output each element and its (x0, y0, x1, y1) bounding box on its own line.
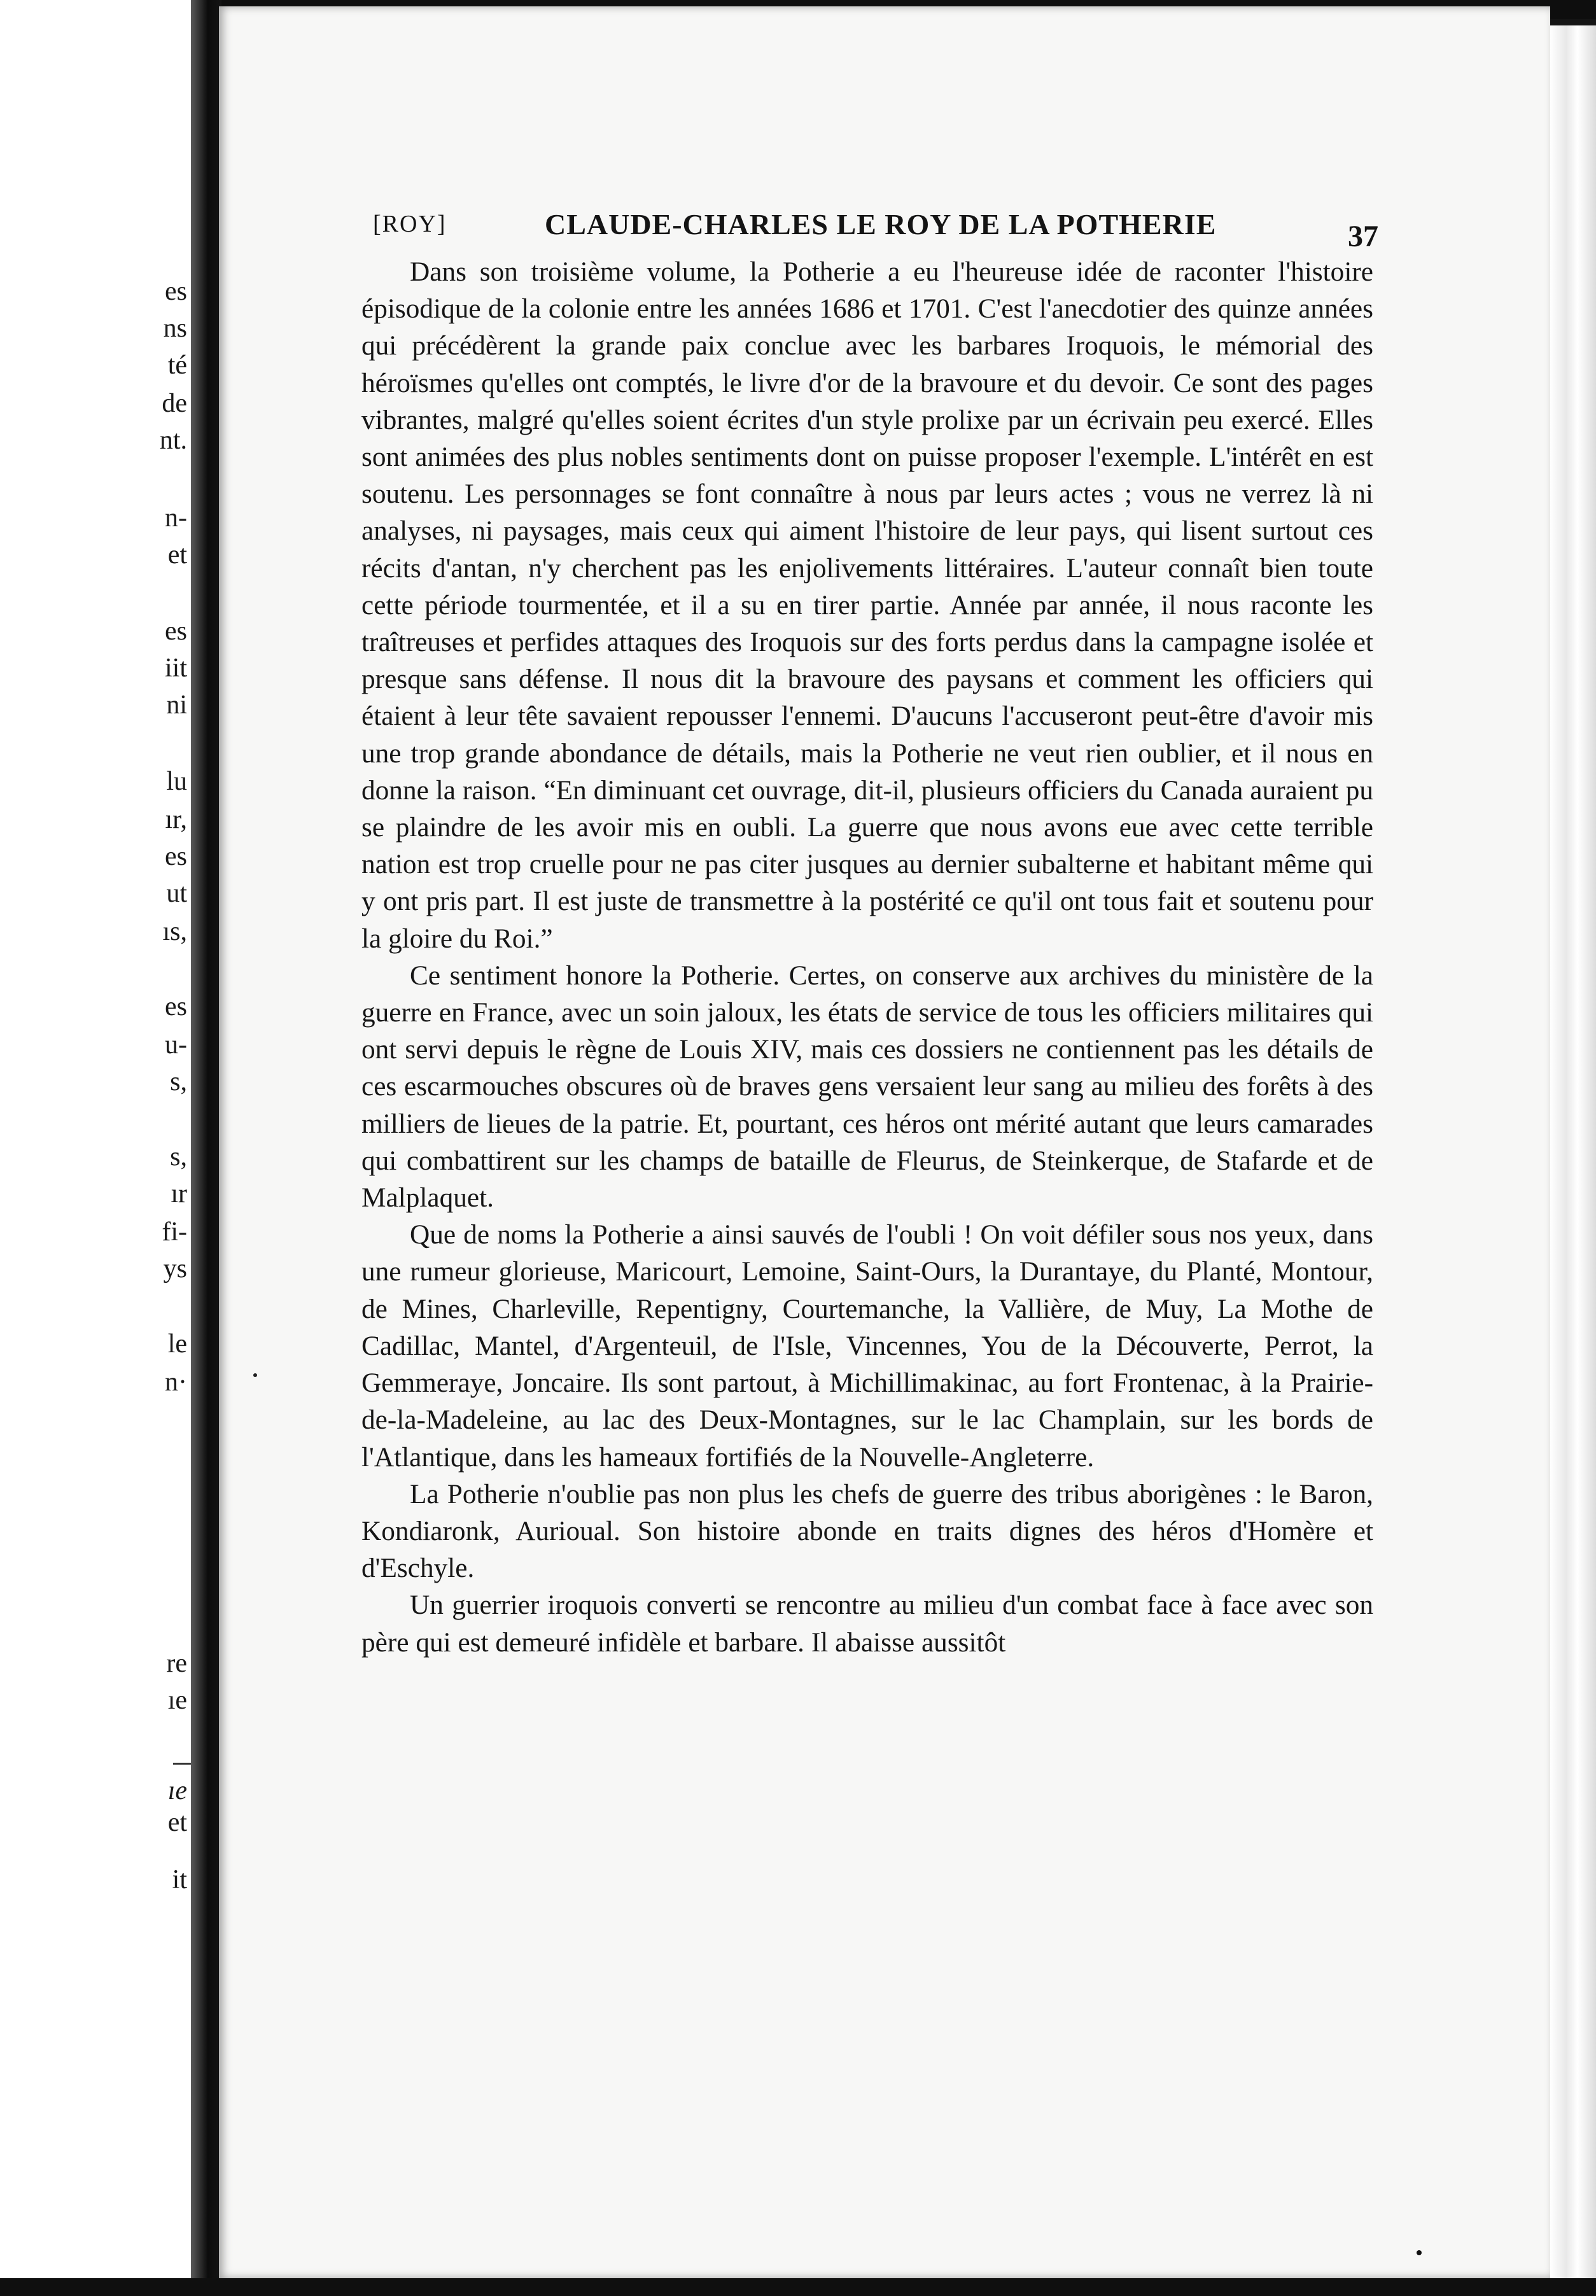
running-header (373, 207, 1378, 252)
left-fragment: ni (166, 690, 187, 720)
left-fragment: le (167, 1329, 187, 1359)
left-fragment: ys (163, 1254, 187, 1284)
paragraph: La Potherie n'oublie pas non plus les chefs de guerre des tribus aborigènes : le Baron, Kondiaronk, Aurioual. Son histoire abonde en traits dignes des héros d'Homère et d'Eschyle. (361, 1478, 1373, 1584)
left-fragment: lu (166, 767, 187, 796)
left-fragment: iit (164, 654, 187, 683)
left-fragment: ns (163, 314, 187, 343)
adjacent-page-text-fragments (0, 0, 197, 2296)
header-tag: [ROY] (373, 211, 447, 237)
left-fragment: es (165, 617, 187, 646)
left-fragment: n· (165, 1368, 187, 1397)
scan-bottom-border (0, 2278, 1596, 2296)
left-fragment: ıe (167, 1776, 187, 1805)
right-page-edge (1550, 25, 1596, 2291)
left-fragment: u- (165, 1030, 187, 1060)
left-fragment: té (167, 351, 187, 380)
left-fragment: es (165, 992, 187, 1021)
page-number: 37 (1348, 220, 1378, 253)
left-fragment: n- (165, 503, 187, 533)
scan-speck (253, 1373, 257, 1377)
body-text (361, 253, 1373, 1661)
paragraph: Un guerrier iroquois converti se rencontre au milieu d'un combat face à face avec son père qui est demeuré infidèle et barbare. Il abaisse aussitôt (361, 1590, 1373, 1658)
left-fragment: de (162, 389, 187, 418)
left-fragment: it (172, 1865, 187, 1894)
left-fragment: ır (171, 1179, 187, 1208)
left-fragment: nt. (159, 426, 187, 455)
left-fragment: ıe (167, 1686, 187, 1715)
left-fragment: et (167, 1808, 187, 1837)
left-fragment: fi- (162, 1217, 187, 1247)
left-fragment: es (165, 277, 187, 306)
gutter-shadow (191, 0, 221, 2296)
left-fragment: ır, (165, 805, 187, 834)
scan-speck (1417, 2250, 1422, 2255)
left-fragment: ut (166, 879, 187, 908)
left-fragment: s, (170, 1142, 187, 1172)
left-fragment: re (166, 1649, 187, 1678)
left-page-rule (173, 1763, 191, 1765)
running-title: CLAUDE-CHARLES LE ROY DE LA POTHERIE (545, 208, 1217, 241)
paragraph: Dans son troisième volume, la Potherie a eu l'heureuse idée de raconter l'histoire épisodique de la colonie entre les années 1686 et 1701. C'est l'anecdotier des quinze années qui précédèrent la grande paix conclue avec les barbares Iroquois, le mémorial des héroïsmes qu'elles ont comptés, le livre d'or de la bravoure et du devoir. Ce sont des pages vibrantes, malgré qu'elles soient écrites d'un style prolixe par un écrivain peu exercé. Elles sont animées des plus nobles sentiments dont on puisse proposer l'exemple. L'intérêt en est soutenu. Les personnages se font connaître à nous par leurs actes ; vous ne verrez là ni analyses, ni paysages, mais ceux qui aiment l'histoire de leur pays, qui lisent surtout ces récits d'antan, n'y cherchent pas les enjolivements littéraires. L'auteur connaît bien toute cette période tourmentée, et il a su en tirer partie. Année par année, il nous raconte les traîtreuses et perfides attaques des Iroquois sur des forts perdus dans la campagne isolée et presque sans défense. Il nous dit la bravoure des paysans et comment les officiers qui étaient à leur tête savaient repousser l'ennemi. D'aucuns l'accuseront peut-être d'avoir mis une trop grande abondance de détails, mais la Potherie ne veut rien oublier, et il nous en donne la raison. “En diminuant cet ouvrage, dit-il, plusieurs officiers du Canada auraient pu se plaindre de les avoir mis en oubli. La guerre que nous avons eue avec cette terrible nation est trop cruelle pour ne pas citer jusques au dernier subalterne et habitant même qui y ont pris part. Il est juste de transmettre à la postérité ce qu'il ont tous fait et soutenu pour la gloire du Roi.” (361, 256, 1373, 954)
paragraph: Que de noms la Potherie a ainsi sauvés de l'oubli ! On voit défiler sous nos yeux, dans une rumeur glorieuse, Maricourt, Lemoine, Saint-Ours, la Durantaye, du Planté, Montour, de Mines, Charleville, Repentigny, Courtemanche, la Vallière, de Muy, La Mothe de Cadillac, Mantel, d'Argenteuil, de l'Isle, Vincennes, You de la Découverte, Perrot, la Gemmeraye, Joncaire. Ils sont partout, à Michillimakinac, au fort Frontenac, à la Prairie-de-la-Madeleine, au lac des Deux-Montagnes, sur le lac Champlain, sur les bords de l'Atlantique, dans les hameaux fortifiés de la Nouvelle-Angleterre. (361, 1219, 1373, 1473)
left-fragment: es (165, 842, 187, 871)
left-fragment: s, (170, 1067, 187, 1096)
paragraph: Ce sentiment honore la Potherie. Certes, on conserve aux archives du ministère de la guerre en France, avec un soin jaloux, les états de service de tous les officiers militaires qui ont servi depuis le règne de Louis XIV, mais ces dossiers ne contiennent pas les détails de ces escarmouches obscures où de braves gens versaient leur sang au milieu des forêts à des milliers de lieues de la patrie. Et, pourtant, ces héros ont mérité autant que leurs camarades qui combattirent sur les champs de bataille de Fleurus, de Steinkerque, de Stafarde et de Malplaquet. (361, 960, 1373, 1214)
left-fragment: ıs, (162, 917, 187, 946)
left-fragment: et (167, 540, 187, 570)
